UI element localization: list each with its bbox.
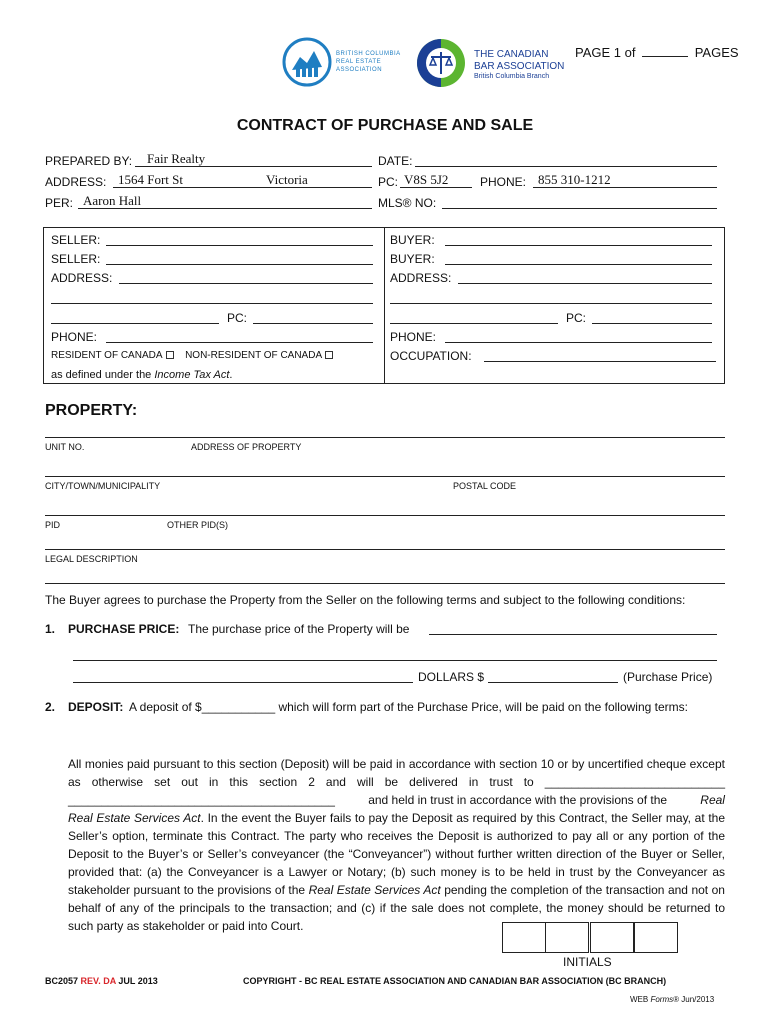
- non-resident-label: NON-RESIDENT OF CANADA: [185, 350, 323, 361]
- cba-logo: [416, 38, 466, 88]
- buyer-1-label: BUYER:: [390, 233, 435, 247]
- legal-description-field-2[interactable]: [45, 583, 725, 584]
- initials-label: INITIALS: [563, 955, 612, 969]
- occupation-label: OCCUPATION:: [390, 349, 472, 363]
- pc-value: V8S 5J2: [404, 172, 449, 187]
- seller-pc-field[interactable]: [253, 323, 373, 324]
- city-label: CITY/TOWN/MUNICIPALITY: [45, 481, 161, 491]
- form-code-number: BC2057: [45, 976, 79, 986]
- deposit-paragraph-1: All monies paid pursuant to this section (Deposit) will be paid in accordance with section 10 or by uncertified cheque except as otherwise set out in this section 2 and will be delivered in trust to ___________________________: [68, 757, 725, 789]
- buyer-2-label: BUYER:: [390, 252, 435, 266]
- section-1-number: 1.: [45, 622, 56, 636]
- unit-no-label: UNIT NO.: [45, 442, 85, 452]
- purchase-price-label: (Purchase Price): [623, 670, 713, 684]
- prepared-by-label: PREPARED BY:: [45, 154, 133, 168]
- parties-divider: [384, 227, 385, 384]
- mls-field[interactable]: [442, 208, 717, 209]
- webforms-web: WEB: [630, 995, 649, 1004]
- section-2-title: DEPOSIT:: [68, 700, 124, 714]
- defined-under-label: as defined under the: [51, 369, 152, 381]
- address-of-property-label: ADDRESS OF PROPERTY: [191, 442, 302, 452]
- buyer-2-field[interactable]: [445, 264, 712, 265]
- property-heading: PROPERTY:: [45, 402, 138, 419]
- resa-italic-1: Real Estate Services Act: [68, 811, 201, 825]
- section-1-title: PURCHASE PRICE:: [68, 622, 180, 636]
- purchase-price-amount-field[interactable]: [488, 682, 618, 683]
- other-pids-label: OTHER PID(S): [167, 520, 229, 530]
- defined-under-period: .: [229, 369, 233, 381]
- seller-address-field-2[interactable]: [51, 303, 373, 304]
- seller-1-label: SELLER:: [51, 233, 101, 247]
- purchase-price-words-field-3[interactable]: [73, 682, 413, 683]
- cba-logo-line2: BAR ASSOCIATION: [474, 61, 565, 72]
- deposit-terms-text-2: pending the completion of the transaction and not on behalf of any of the principals to the transaction; and (c) if the sale does not complete, the money should be returned to such party as stakeholder or paid into Court.: [68, 883, 725, 933]
- per-label: PER:: [45, 196, 74, 210]
- section-2-text: A deposit of $___________ which will form part of the Purchase Price, will be paid on the following terms:: [129, 700, 688, 714]
- address-city-value: Victoria: [266, 172, 308, 187]
- purchase-price-words-field-2[interactable]: [73, 660, 717, 661]
- resa-italic-1a: Real: [700, 793, 725, 807]
- per-value: Aaron Hall: [83, 193, 142, 208]
- copyright-notice: COPYRIGHT - BC REAL ESTATE ASSOCIATION AND CANADIAN BAR ASSOCIATION (BC BRANCH): [243, 976, 667, 986]
- address-label: ADDRESS:: [45, 175, 107, 189]
- income-tax-act: Income Tax Act: [154, 369, 230, 381]
- city-postal-field[interactable]: [45, 476, 725, 477]
- deposit-paragraph-3: [68, 809, 725, 935]
- buyer-phone-label: PHONE:: [390, 330, 437, 344]
- bcrea-logo: [282, 37, 332, 87]
- page-indicator-suffix: PAGES: [694, 45, 739, 60]
- seller-2-label: SELLER:: [51, 252, 101, 266]
- legal-description-label: LEGAL DESCRIPTION: [45, 554, 138, 564]
- section-1-text: The purchase price of the Property will be: [188, 622, 410, 636]
- buyer-pc-label: PC:: [566, 311, 587, 325]
- non-resident-checkbox[interactable]: [325, 351, 333, 359]
- section-2-number: 2.: [45, 700, 56, 714]
- unit-address-field[interactable]: [45, 437, 725, 438]
- webforms-forms: Forms: [650, 995, 674, 1004]
- seller-1-field[interactable]: [106, 245, 373, 246]
- page-indicator-prefix: PAGE 1 of: [575, 45, 636, 60]
- resident-label: RESIDENT OF CANADA: [51, 350, 163, 361]
- deposit-paragraph-2: [68, 791, 725, 809]
- initials-box-1[interactable]: [502, 922, 546, 953]
- prepared-by-value: Fair Realty: [147, 151, 206, 166]
- resa-italic-2: Real Estate Services Act: [308, 883, 441, 897]
- residency-row: [51, 350, 333, 361]
- form-code: [45, 976, 158, 986]
- cba-logo-line1: THE CANADIAN: [474, 49, 549, 60]
- seller-address-label: ADDRESS:: [51, 271, 113, 285]
- form-revision: REV. DA: [80, 976, 116, 986]
- seller-pc-label: PC:: [227, 311, 248, 325]
- resident-checkbox[interactable]: [166, 351, 174, 359]
- address-street-value: 1564 Fort St: [118, 172, 184, 187]
- phone-label: PHONE:: [480, 175, 527, 189]
- page-indicator: [575, 45, 739, 60]
- postal-code-label: POSTAL CODE: [453, 481, 517, 491]
- seller-city-field[interactable]: [51, 323, 219, 324]
- buyer-address-field[interactable]: [458, 283, 712, 284]
- occupation-field[interactable]: [484, 361, 716, 362]
- dollars-label: DOLLARS $: [418, 670, 485, 684]
- deposit-terms-text: . In the event the Buyer fails to pay the Deposit as required by this Contract, the Seller may, at the Seller’s option, terminate this Contract. The party who receives the Deposit is authorized to pay all or any portion of the Deposit to the Buyer’s or Seller’s conveyancer (the “Conveyancer”) without further written direction of the Buyer or Seller, provided that: (a) the Conveyancer is a Lawyer or Notary; (b) such money is to be held in trust by the Conveyancer as stakeholder pursuant to the provisions of the: [68, 811, 726, 897]
- seller-2-field[interactable]: [106, 264, 373, 265]
- bcrea-logo-text: BRITISH COLUMBIA REAL ESTATE ASSOCIATION: [336, 51, 401, 73]
- buyer-pc-field[interactable]: [592, 323, 712, 324]
- deposit-trust-blank[interactable]: ________________________________________: [68, 793, 335, 807]
- pc-label: PC:: [378, 175, 399, 189]
- phone-value: 855 310-1212: [538, 172, 611, 187]
- initials-box-2[interactable]: [545, 922, 589, 953]
- terms-intro: The Buyer agrees to purchase the Property from the Seller on the following terms and subject to the following conditions:: [45, 593, 686, 607]
- buyer-address-field-2[interactable]: [390, 303, 712, 304]
- date-field[interactable]: [415, 166, 717, 167]
- cba-logo-line3: British Columbia Branch: [474, 73, 550, 80]
- date-label: DATE:: [378, 154, 413, 168]
- buyer-city-field[interactable]: [390, 323, 558, 324]
- defined-under-text: [51, 369, 232, 381]
- buyer-address-label: ADDRESS:: [390, 271, 452, 285]
- mls-label: MLS® NO:: [378, 196, 437, 210]
- initials-box-4[interactable]: [634, 922, 678, 953]
- buyer-1-field[interactable]: [445, 245, 712, 246]
- purchase-price-words-field-1[interactable]: [429, 634, 717, 635]
- deposit-trust-text: and held in trust in accordance with the provisions of the: [368, 793, 668, 807]
- seller-phone-field[interactable]: [106, 342, 373, 343]
- buyer-phone-field[interactable]: [445, 342, 712, 343]
- legal-description-field[interactable]: [45, 549, 725, 550]
- webforms-mark: [630, 995, 714, 1004]
- webforms-tail: ® Jun/2013: [673, 995, 715, 1004]
- initials-box-3[interactable]: [590, 922, 634, 953]
- pid-field[interactable]: [45, 515, 725, 516]
- total-pages-field[interactable]: [642, 46, 688, 57]
- page-title: CONTRACT OF PURCHASE AND SALE: [236, 117, 534, 134]
- seller-address-field[interactable]: [119, 283, 373, 284]
- form-date: JUL 2013: [118, 976, 158, 986]
- pid-label: PID: [45, 520, 61, 530]
- seller-phone-label: PHONE:: [51, 330, 98, 344]
